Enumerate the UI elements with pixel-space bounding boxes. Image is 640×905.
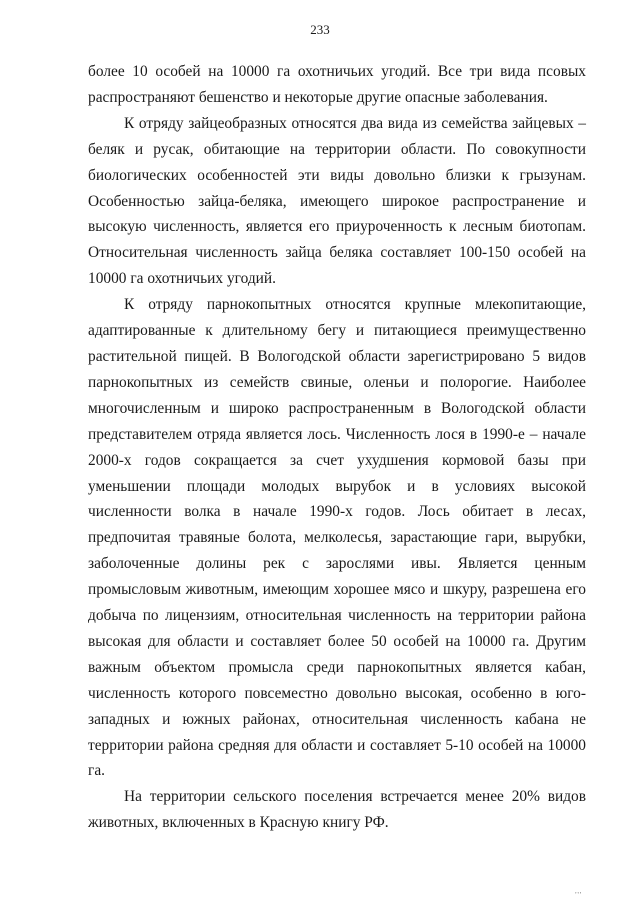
paragraph-4: На территории сельского поселения встречается менее 20% видов животных, включенных в Красную книгу РФ. (88, 788, 586, 832)
document-body (88, 59, 586, 836)
scan-corner-mark: ''' (575, 891, 582, 899)
paragraph-1: более 10 особей на 10000 га охотничьих угодий. Все три вида псовых распространяют бешенство и некоторые другие опасные заболевания. (88, 63, 586, 106)
paragraph-2: К отряду зайцеобразных относятся два вида из семейства зайцевых – беляк и русак, обитающие на территории области. По совокупности биологических особенностей эти виды довольно близки к грызунам. Особенностью зайца-беляка, имеющего широкое распространение и высокую численность, является его приуроченность к лесным биотопам. Относительная численность зайца беляка составляет 100-150 особей на 10000 га охотничьих угодий. (88, 114, 586, 288)
paragraph-3: К отряду парнокопытных относятся крупные млекопитающие, адаптированные к длительному бегу и питающиеся преимущественно растительной пищей. В Вологодской области зарегистрировано 5 видов парнокопытных из семейств свиные, оленьи и полорогие. Наиболее многочисленным и широко распространенным в Вологодской области представителем отряда является лось. Численность лося в 1990-е – начале 2000-х годов сокращается за счет ухудшения кормовой базы при уменьшении площади молодых вырубок и в условиях высокой численности волка в начале 1990-х годов. Лось обитает в лесах, предпочитая травяные болота, мелколесья, зарастающие гари, вырубки, заболоченные долины рек с зарослями ивы. Является ценным промысловым животным, имеющим хорошее мясо и шкуру, разрешена его добыча по лицензиям, относительная численность на территории района высокая для области и составляет более 50 особей на 10000 га. Другим важным объектом промысла среди парнокопытных является кабан, численность которого повсеместно довольно высокая, особенно в юго-западных и южных районах, относительная численность кабана не территории района средняя для области и составляет 5-10 особей на 10000 га. (88, 296, 586, 780)
page-number: 233 (310, 22, 330, 37)
